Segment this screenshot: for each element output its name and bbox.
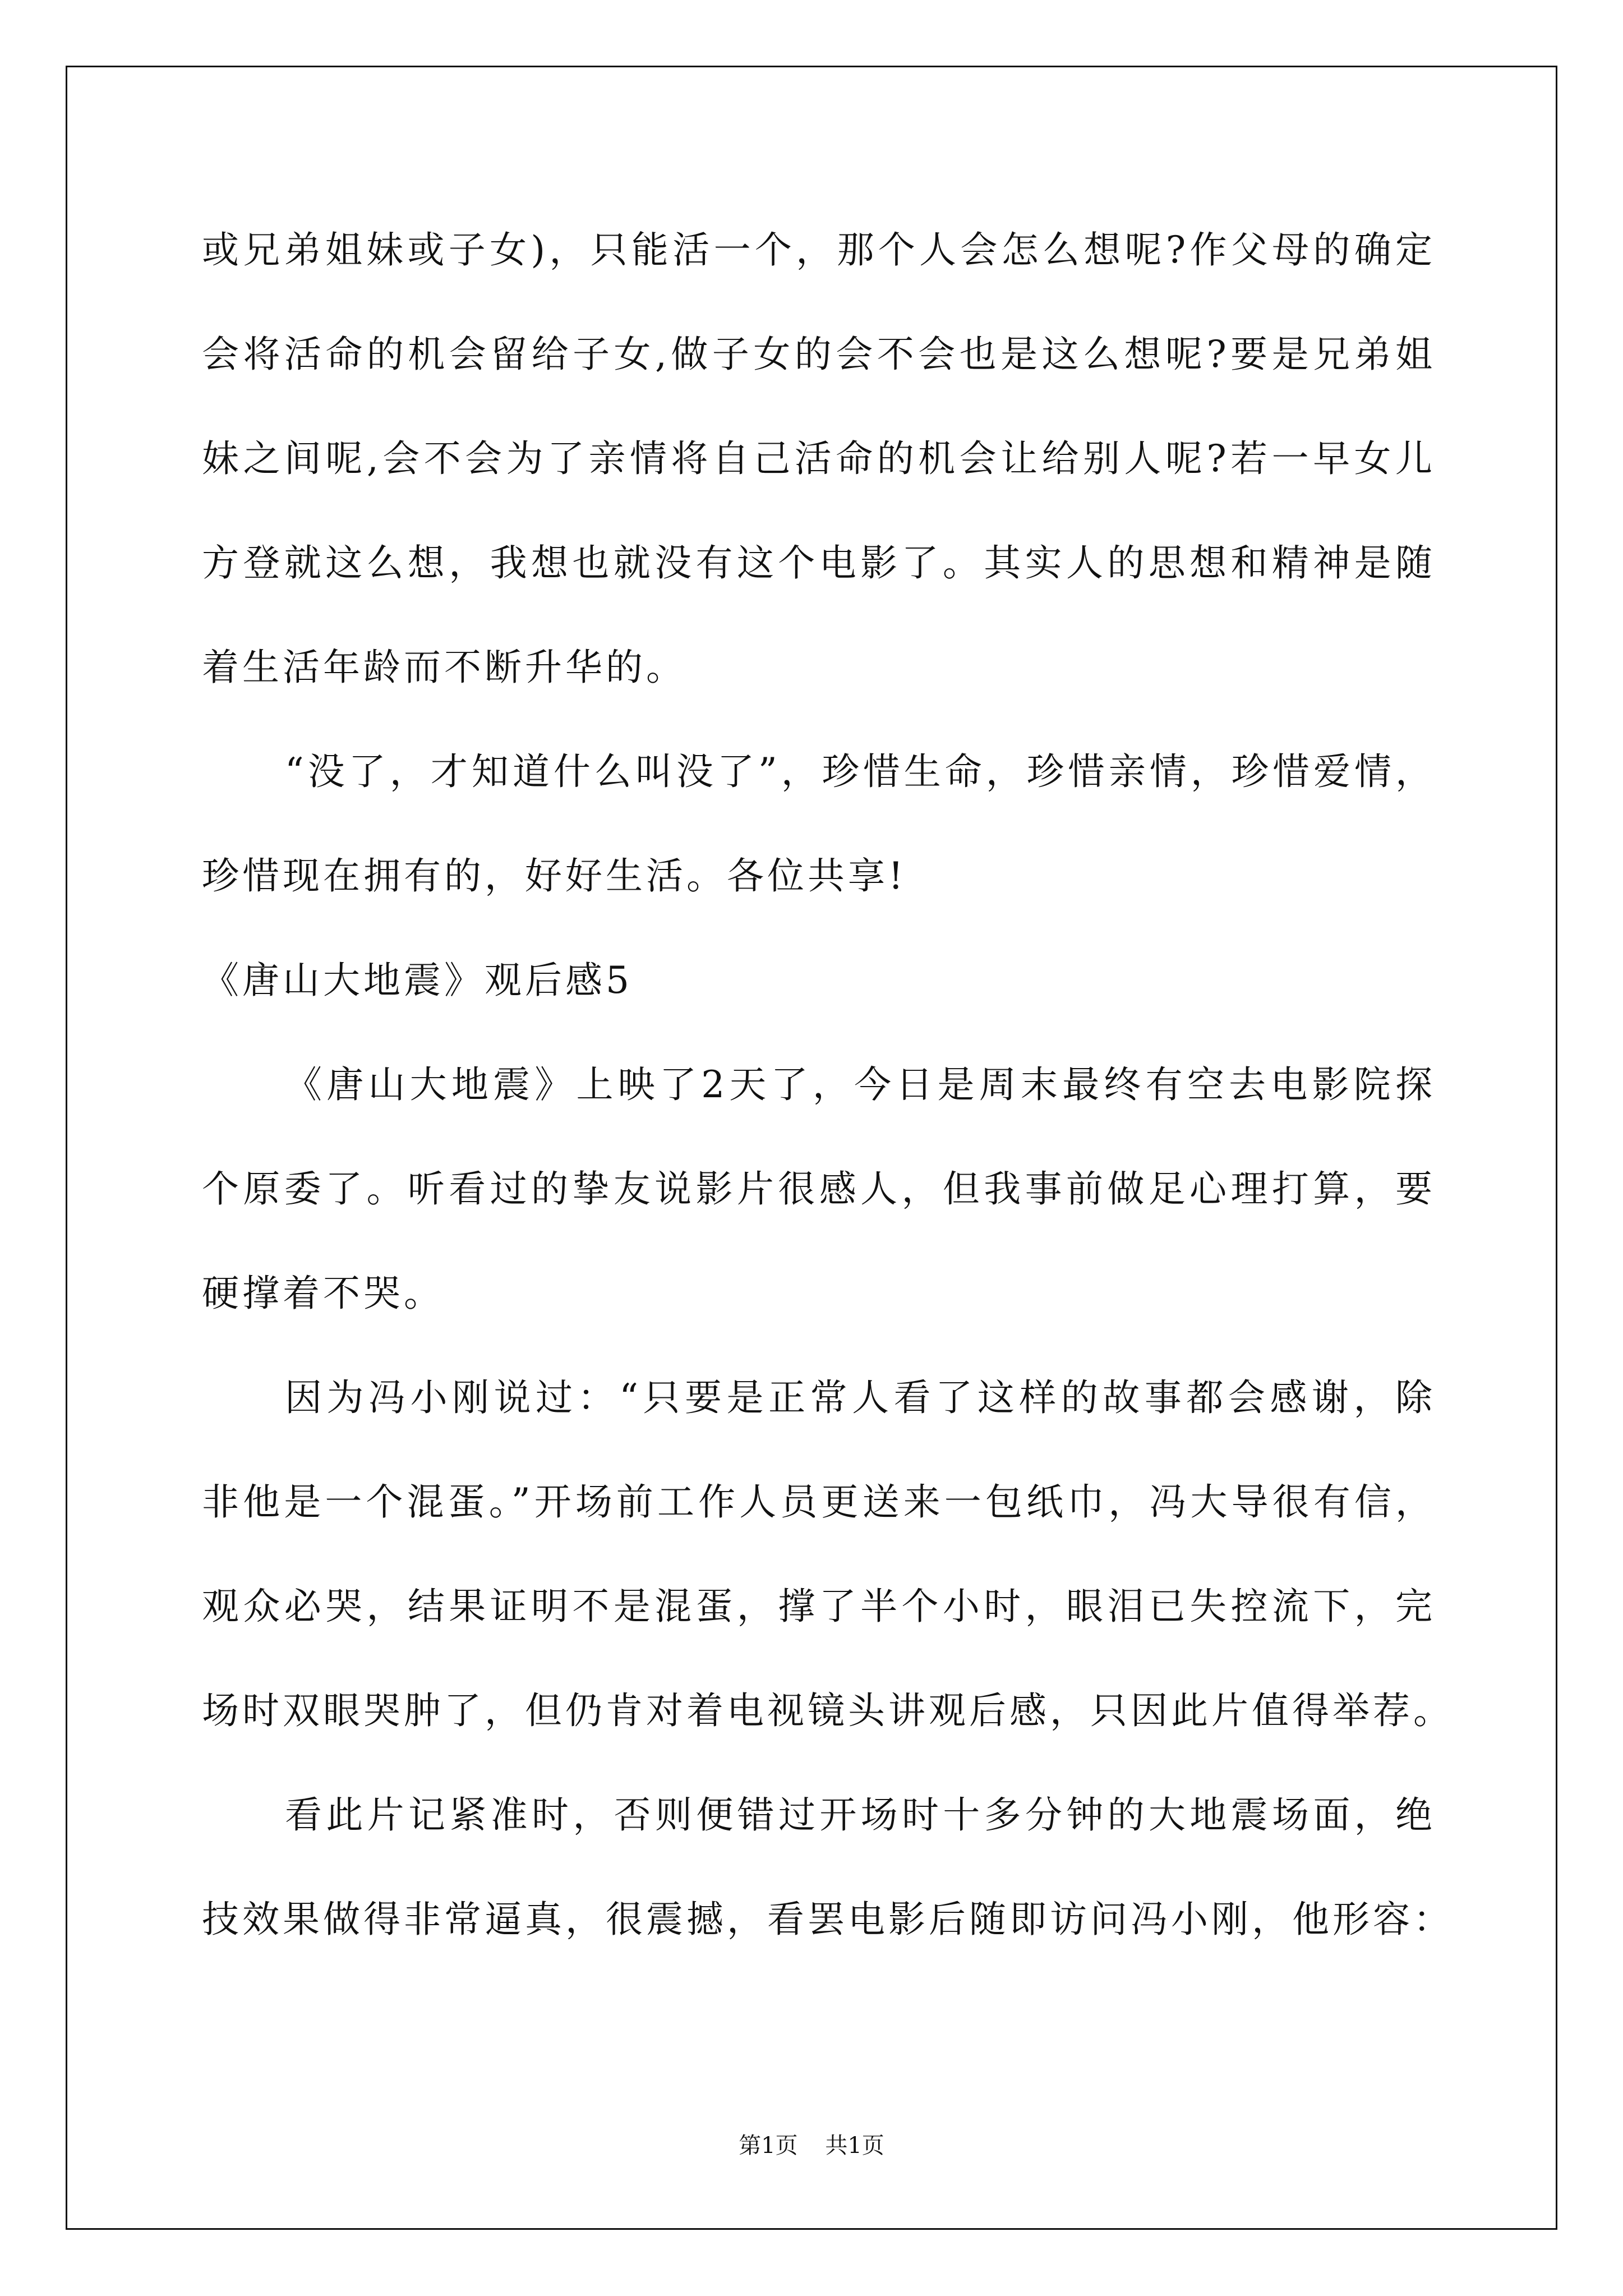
document-body	[202, 198, 1454, 1972]
paragraph-line: 会将活命的机会留给子女,做子女的会不会也是这么想呢?要是兄弟姐	[202, 333, 1436, 376]
paragraph-line: 个原委了。听看过的挚友说影片很感人，但我事前做足心理打算，要	[202, 1167, 1436, 1211]
paragraph-line: 场时双眼哭肿了，但仍肯对着电视镜头讲观后感，只因此片值得举荐。	[202, 1689, 1454, 1732]
paragraph-line: 硬撑着不哭。	[202, 1272, 444, 1315]
paragraph-line: 珍惜现在拥有的，好好生活。各位共享!	[202, 854, 907, 898]
paragraph-line: 着生活年龄而不断升华的。	[202, 646, 686, 689]
paragraph-line: 方登就这么想，我想也就没有这个电影了。其实人的思想和精神是随	[202, 541, 1436, 585]
page-number: 第1页	[739, 2133, 798, 2159]
paragraph-line: 或兄弟姐妹或子女)，只能活一个，那个人会怎么想呢?作父母的确定	[202, 228, 1436, 272]
page-total: 共1页	[825, 2133, 884, 2159]
paragraph-line: 《唐山大地震》上映了2天了，今日是周末最终有空去电影院探	[285, 1063, 1436, 1106]
section-heading: 《唐山大地震》观后感5	[202, 959, 633, 1002]
paragraph-line: 妹之间呢,会不会为了亲情将自己活命的机会让给别人呢?若一早女儿	[202, 437, 1436, 480]
paragraph-line: 观众必哭，结果证明不是混蛋，撑了半个小时，眼泪已失控流下，完	[202, 1585, 1436, 1628]
paragraph-line: 非他是一个混蛋。”开场前工作人员更送来一包纸巾，冯大导很有信，	[202, 1480, 1436, 1524]
paragraph-line: 因为冯小刚说过：“只要是正常人看了这样的故事都会感谢，除	[285, 1376, 1436, 1419]
paragraph-line: 技效果做得非常逼真，很震撼，看罢电影后随即访问冯小刚，他形容：	[202, 1898, 1454, 1941]
page-footer	[0, 2128, 1623, 2160]
paragraph-line: 看此片记紧准时，否则便错过开场时十多分钟的大地震场面，绝	[285, 1793, 1436, 1837]
paragraph-line: “没了，才知道什么叫没了”，珍惜生命，珍惜亲情，珍惜爱情，	[285, 750, 1436, 793]
